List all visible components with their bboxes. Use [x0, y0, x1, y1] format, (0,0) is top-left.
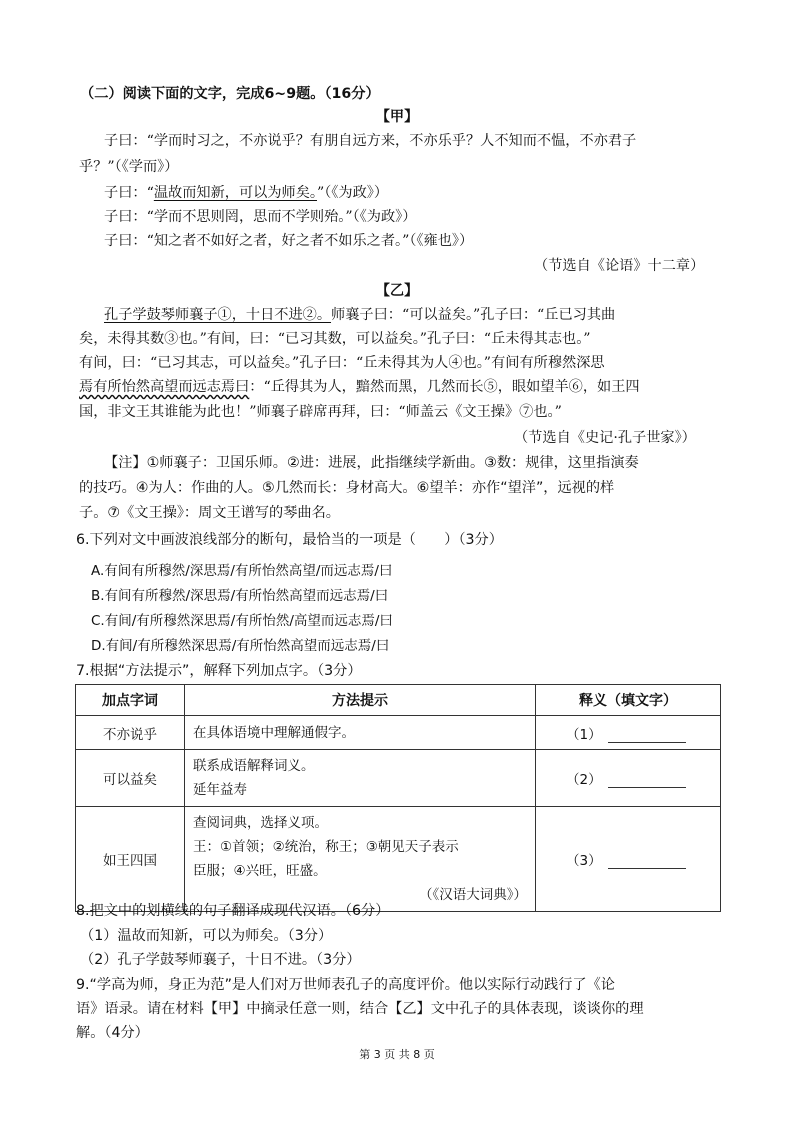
underlined-sentence-2: 孔子学鼓琴师襄子①，十日不进②。: [104, 307, 332, 323]
q7-table: [75, 684, 721, 912]
q8-sentence-1: （1）温故而知新，可以为师矣。（3分）: [80, 928, 333, 944]
q9-line-3: 解。（4分）: [76, 1025, 149, 1041]
jia-line-3: 子曰：“温故而知新，可以为师矣。”（《为政》）: [104, 185, 389, 201]
table-row: [76, 807, 721, 912]
answer-blank-2: [608, 773, 686, 788]
answer-cell[interactable]: （3）: [536, 807, 721, 912]
header-meaning: 释义（填文字）: [536, 685, 721, 716]
word-cell: 可以益矣: [76, 750, 185, 807]
yi-line-2: 矣，未得其数③也。”有间，曰：“已习其数，可以益矣。”孔子曰：“丘未得其志也。”: [79, 331, 591, 347]
answer-blank-1: [608, 728, 686, 743]
jia-line-5: 子曰：“知之者不如好之者，好之者不如乐之者。”（《雍也》）: [104, 233, 474, 249]
word-cell: 如王四国: [76, 807, 185, 912]
q8-sentence-2: （2）孔子学鼓琴师襄子，十日不进。（3分）: [80, 952, 361, 968]
q7-stem: 7.根据“方法提示”，解释下列加点字。（3分）: [76, 663, 362, 679]
underlined-sentence-1: 温故而知新，可以为师矣。: [153, 185, 317, 201]
page-footer: 第 3 页 共 8 页: [359, 1048, 435, 1061]
word-cell: 不亦说乎: [76, 716, 185, 750]
jia-line-2: 乎？”（《学而》）: [79, 159, 179, 175]
hint-cell: 在具体语境中理解通假字。: [185, 716, 536, 750]
q9-line-1: 9.“学高为师，身正为范”是人们对万世师表孔子的高度评价。他以实际行动践行了《论: [76, 977, 615, 993]
yi-source: （节选自《史记·孔子世家》）: [514, 430, 696, 446]
hint-cell: 查阅词典，选择义项。 王：①首领；②统治，称王；③朝见天子表示 臣服；④兴旺，旺盛。 （《汉语大词典》）: [185, 807, 536, 912]
yi-heading: 【乙】: [375, 283, 419, 299]
q6-option-c: C.有间/有所穆然深思焉/有所怡然/高望而远志焉/曰: [91, 613, 393, 629]
q6-option-d: D.有间/有所穆然深思焉/有所怡然高望而远志焉/曰: [91, 638, 390, 654]
notes-line-3: 子。⑦《文王操》：周文王谱写的琴曲名。: [79, 505, 340, 521]
notes-line-1: 【注】①师襄子：卫国乐师。②进：进展，此指继续学新曲。③数：规律，这里指演奏: [104, 455, 639, 471]
jia-heading: 【甲】: [375, 109, 419, 125]
answer-cell[interactable]: （2）: [536, 750, 721, 807]
answer-blank-3: [608, 854, 686, 869]
yi-line-1: 孔子学鼓琴师襄子①，十日不进②。师襄子曰：“可以益矣。”孔子曰：“丘已习其曲: [104, 307, 616, 323]
header-hint: 方法提示: [185, 685, 536, 716]
answer-cell[interactable]: （1）: [536, 716, 721, 750]
jia-line-4: 子曰：“学而不思则罔，思而不学则殆。”（《为政》）: [104, 209, 417, 225]
q8-stem: 8.把文中的划横线的句子翻译成现代汉语。（6分）: [76, 903, 390, 919]
yi-line-3: 有间，曰：“已习其志，可以益矣。”孔子曰：“丘未得其为人④也。”有间有所穆然深思: [79, 355, 605, 371]
header-word: 加点字词: [76, 685, 185, 716]
hint-cell: 联系成语解释词义。 延年益寿: [185, 750, 536, 807]
yi-line-4: 焉有所怡然高望而远志焉曰：“丘得其为人，黯然而黑，几然而长⑤，眼如望羊⑥，如王四: [79, 379, 640, 395]
wavy-underlined-phrase: 焉有所怡然高望而远志焉曰: [79, 379, 250, 395]
yi-line-5: 国，非文王其谁能为此也！”师襄子辟席再拜，曰：“师盖云《文王操》⑦也。”: [79, 404, 562, 420]
notes-line-2: 的技巧。④为人：作曲的人。⑤几然而长：身材高大。⑥望羊：亦作“望洋”，远视的样: [79, 480, 615, 496]
q6-option-b: B.有间有所穆然/深思焉/有所怡然高望而远志焉/曰: [91, 588, 389, 604]
q6-stem: 6.下列对文中画波浪线部分的断句，最恰当的一项是（ ）（3分）: [76, 532, 503, 548]
table-row: [76, 750, 721, 807]
jia-line-1: 子曰：“学而时习之，不亦说乎？有朋自远方来，不亦乐乎？人不知而不愠，不亦君子: [104, 133, 637, 149]
q6-option-a: A.有间有所穆然/深思焉/有所怡然高望/而远志焉/曰: [91, 563, 393, 579]
section-title: （二）阅读下面的文字，完成6~9题。（16分）: [80, 86, 380, 102]
table-row: [76, 716, 721, 750]
jia-source: （节选自《论语》十二章）: [534, 258, 705, 274]
q9-line-2: 语》语录。请在材料【甲】中摘录任意一则，结合【乙】文中孔子的具体表现，谈谈你的理: [76, 1001, 644, 1017]
table-header-row: [76, 685, 721, 716]
